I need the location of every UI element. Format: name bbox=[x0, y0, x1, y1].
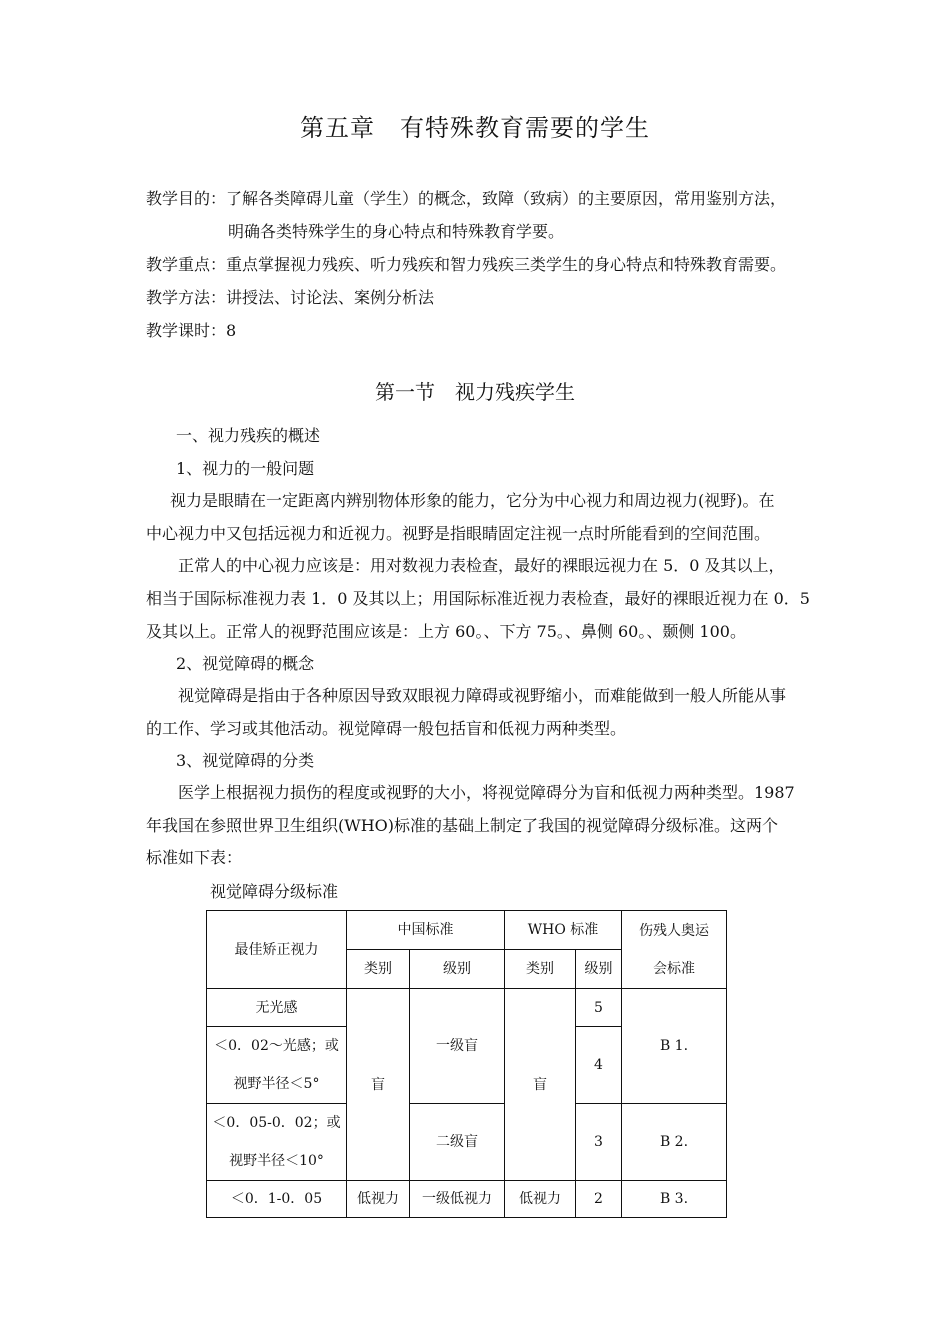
table-caption: 视觉障碍分级标准 bbox=[210, 882, 339, 901]
header-china-grade: 级别 bbox=[410, 950, 505, 989]
teaching-purpose-label: 教学目的： bbox=[146, 189, 227, 208]
teaching-method-text: 讲授法、讨论法、案例分析法 bbox=[226, 288, 435, 307]
paralympic-class-cell: B 3. bbox=[622, 1181, 727, 1218]
subheading-vision-general: 1、视力的一般问题 bbox=[176, 459, 315, 478]
header-china-type: 类别 bbox=[347, 950, 410, 989]
who-grade-cell: 5 bbox=[576, 989, 622, 1027]
vision-cell-line: 视野半径＜10° bbox=[229, 1153, 324, 1169]
teaching-hours-value: 8 bbox=[226, 321, 237, 340]
vision-cell-line: ＜0．02～光感；或 bbox=[214, 1038, 339, 1054]
vision-cell bbox=[207, 1027, 347, 1104]
subheading-visual-impairment-classification: 3、视觉障碍的分类 bbox=[176, 751, 315, 770]
heading-overview: 一、视力残疾的概述 bbox=[176, 426, 321, 445]
china-grade-cell: 一级低视力 bbox=[410, 1181, 505, 1218]
who-grade-cell: 2 bbox=[576, 1181, 622, 1218]
vision-cell bbox=[207, 1104, 347, 1181]
header-best-corrected-vision: 最佳矫正视力 bbox=[207, 911, 347, 989]
teaching-method bbox=[146, 288, 434, 308]
teaching-focus-label: 教学重点： bbox=[146, 255, 227, 274]
china-grade-cell: 一级盲 bbox=[410, 989, 505, 1104]
section-title: 第一节 视力残疾学生 bbox=[375, 380, 575, 404]
who-grade-cell: 4 bbox=[576, 1027, 622, 1104]
teaching-hours-label: 教学课时： bbox=[146, 321, 227, 340]
paralympic-class-cell: B 1. bbox=[622, 989, 727, 1104]
paragraph-line: 年我国在参照世界卫生组织(WHO)标准的基础上制定了我国的视觉障碍分级标准。这两个 bbox=[146, 816, 779, 835]
china-grade-cell: 二级盲 bbox=[410, 1104, 505, 1181]
header-china-standard: 中国标准 bbox=[347, 911, 505, 950]
chapter-title: 第五章 有特殊教育需要的学生 bbox=[300, 114, 650, 142]
paragraph-line: 相当于国际标准视力表 1．0 及其以上；用国际标准近视力表检查，最好的裸眼近视力在 0．5 bbox=[146, 589, 810, 608]
teaching-focus-text: 重点掌握视力残疾、听力残疾和智力残疾三类学生的身心特点和特殊教育需要。 bbox=[226, 255, 787, 274]
teaching-purpose-continued: 明确各类特殊学生的身心特点和特殊教育学要。 bbox=[228, 222, 565, 241]
table-header-row bbox=[207, 911, 727, 950]
header-paralympic-line1: 伤残人奥运 bbox=[639, 922, 709, 939]
paragraph-line: 的工作、学习或其他活动。视觉障碍一般包括盲和低视力两种类型。 bbox=[146, 719, 627, 738]
paragraph-line: 医学上根据视力损伤的程度或视野的大小，将视觉障碍分为盲和低视力两种类型。1987 bbox=[178, 783, 795, 802]
china-type-cell: 低视力 bbox=[347, 1181, 410, 1218]
header-who-standard: WHO 标准 bbox=[505, 911, 622, 950]
china-type-cell: 盲 bbox=[347, 989, 410, 1181]
teaching-method-label: 教学方法： bbox=[146, 288, 227, 307]
paragraph-line: 视觉障碍是指由于各种原因导致双眼视力障碍或视野缩小，而难能做到一般人所能从事 bbox=[178, 686, 787, 705]
who-grade-cell: 3 bbox=[576, 1104, 622, 1181]
teaching-focus bbox=[146, 255, 786, 275]
who-type-cell: 盲 bbox=[505, 989, 576, 1181]
who-type-cell: 低视力 bbox=[505, 1181, 576, 1218]
paragraph-line: 视力是眼睛在一定距离内辨别物体形象的能力，它分为中心视力和周边视力(视野)。在 bbox=[170, 491, 775, 510]
paralympic-class-cell: B 2. bbox=[622, 1104, 727, 1181]
table-row bbox=[207, 1104, 727, 1181]
teaching-hours bbox=[146, 321, 236, 341]
table-row bbox=[207, 989, 727, 1027]
teaching-purpose bbox=[146, 189, 786, 209]
paragraph-line: 中心视力中又包括远视力和近视力。视野是指眼睛固定注视一点时所能看到的空间范围。 bbox=[146, 524, 771, 543]
vision-cell: ＜0．1-0．05 bbox=[207, 1181, 347, 1218]
vision-cell-line: 视野半径＜5° bbox=[233, 1076, 320, 1092]
header-who-grade: 级别 bbox=[576, 950, 622, 989]
subheading-visual-impairment-concept: 2、视觉障碍的概念 bbox=[176, 654, 315, 673]
header-who-type: 类别 bbox=[505, 950, 576, 989]
paragraph-line: 正常人的中心视力应该是：用对数视力表检查，最好的裸眼远视力在 5．0 及其以上， bbox=[178, 556, 785, 575]
visual-impairment-grading-table bbox=[206, 910, 727, 1218]
header-paralympic-line2: 会标准 bbox=[653, 960, 695, 977]
header-paralympic-standard bbox=[622, 911, 727, 989]
teaching-purpose-text: 了解各类障碍儿童（学生）的概念，致障（致病）的主要原因，常用鉴别方法， bbox=[226, 189, 787, 208]
vision-cell: 无光感 bbox=[207, 989, 347, 1027]
paragraph-line: 标准如下表： bbox=[146, 848, 243, 867]
table-row bbox=[207, 1181, 727, 1218]
paragraph-line: 及其以上。正常人的视野范围应该是：上方 60。、下方 75。、鼻侧 60。、颞侧 100。 bbox=[146, 622, 746, 641]
vision-cell-line: ＜0．05-0．02；或 bbox=[212, 1115, 341, 1131]
